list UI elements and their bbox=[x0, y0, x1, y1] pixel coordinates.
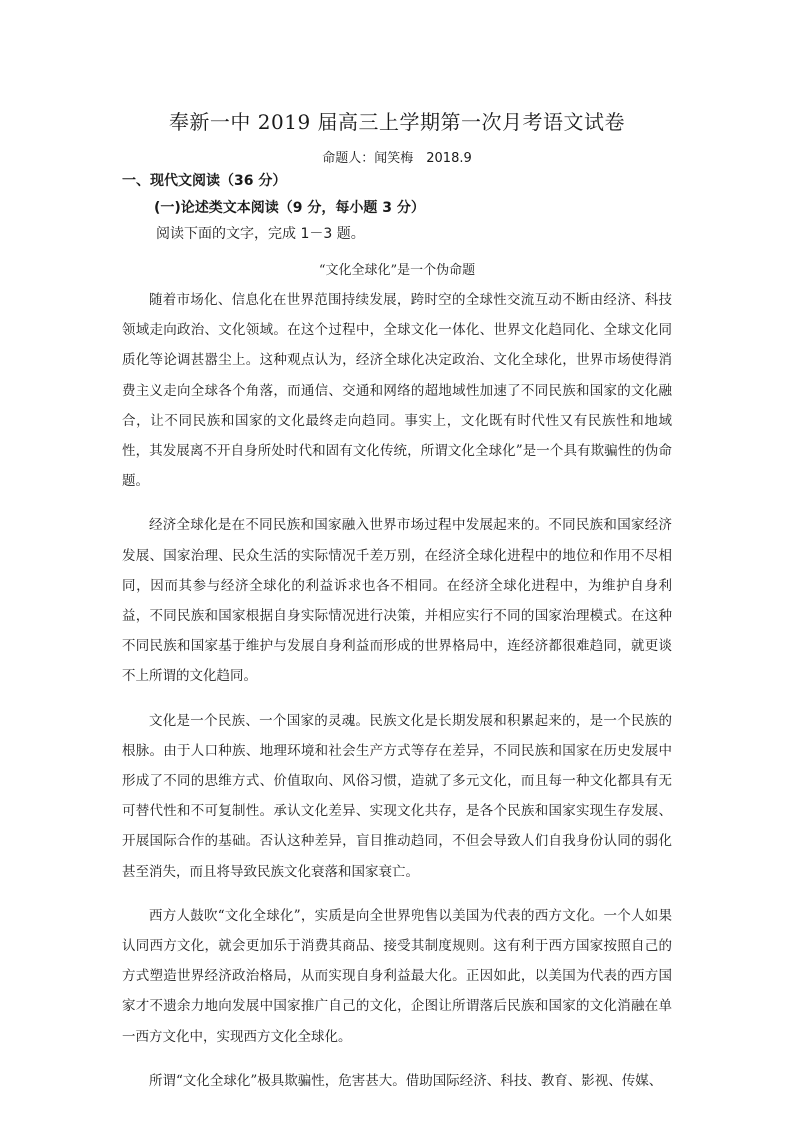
article-paragraph: 经济全球化是在不同民族和国家融入世界市场过程中发展起来的。不同民族和国家经济发展、国家治理、民众生活的实际情况千差万别，在经济全球化进程中的地位和作用不尽相同，因而其参与经济全球化的利益诉求也各不相同。在经济全球化进程中，为维护自身利益，不同民族和国家根据自身实际情况进行决策，并相应实行不同的国家治理模式。在这种不同民族和国家基于维护与发展自身利益而形成的世界格局中，连经济都很难趋同，就更谈不上所谓的文化趋同。 bbox=[122, 517, 672, 685]
article-title: “文化全球化”是一个伪命题 bbox=[318, 263, 476, 278]
article-paragraph: 随着市场化、信息化在世界范围持续发展，跨时空的全球性交流互动不断由经济、科技领域走向政治、文化领域。在这个过程中，全球文化一体化、世界文化趋同化、全球文化同质化等论调甚嚣尘上。这种观点认为，经济全球化决定政治、文化全球化，世界市场使得消费主义走向全球各个角落，而通信、交通和网络的超地域性加速了不同民族和国家的文化融合，让不同民族和国家的文化最终走向趋同。事实上，文化既有时代性又有民族性和地域性，其发展离不开自身所处时代和固有文化传统，所谓文化全球化”是一个具有欺骗性的伪命题。 bbox=[122, 292, 672, 490]
article-body bbox=[122, 285, 672, 1096]
reading-instruction: 阅读下面的文字，完成 1－3 题。 bbox=[156, 226, 365, 242]
section-heading: 一、现代文阅读（36 分） bbox=[122, 173, 287, 189]
article-paragraph: 所谓“文化全球化”极具欺骗性，危害甚大。借助国际经济、科技、教育、影视、传媒、 bbox=[149, 1072, 663, 1089]
exam-title: 奉新一中 2019 届高三上学期第一次月考语文试卷 bbox=[168, 110, 626, 134]
subsection-heading: (一)论述类文本阅读（9 分，每小题 3 分） bbox=[154, 200, 425, 216]
author-line: 命题人：闻笑梅 2018.9 bbox=[322, 151, 472, 166]
article-paragraph: 文化是一个民族、一个国家的灵魂。民族文化是长期发展和积累起来的，是一个民族的根脉。由于人口种族、地理环境和社会生产方式等存在差异，不同民族和国家在历史发展中形成了不同的思维方式、价值取向、风俗习惯，造就了多元文化，而且每一种文化都具有无可替代性和不可复制性。承认文化差异、实现文化共存，是各个民族和国家实现生存发展、开展国际合作的基础。否认这种差异，盲目推动趋同，不但会导致人们自我身份认同的弱化甚至消失，而且将导致民族文化衰落和国家衰亡。 bbox=[122, 712, 672, 880]
article-paragraph: 西方人鼓吹“文化全球化”，实质是向全世界兜售以美国为代表的西方文化。一个人如果认同西方文化，就会更加乐于消费其商品、接受其制度规则。这有利于西方国家按照自己的方式塑造世界经济政治格局，从而实现自身利益最大化。正因如此，以美国为代表的西方国家才不遗余力地向发展中国家推广自己的文化，企图让所谓落后民族和国家的文化消融在单一西方文化中，实现西方文化全球化。 bbox=[122, 907, 672, 1045]
